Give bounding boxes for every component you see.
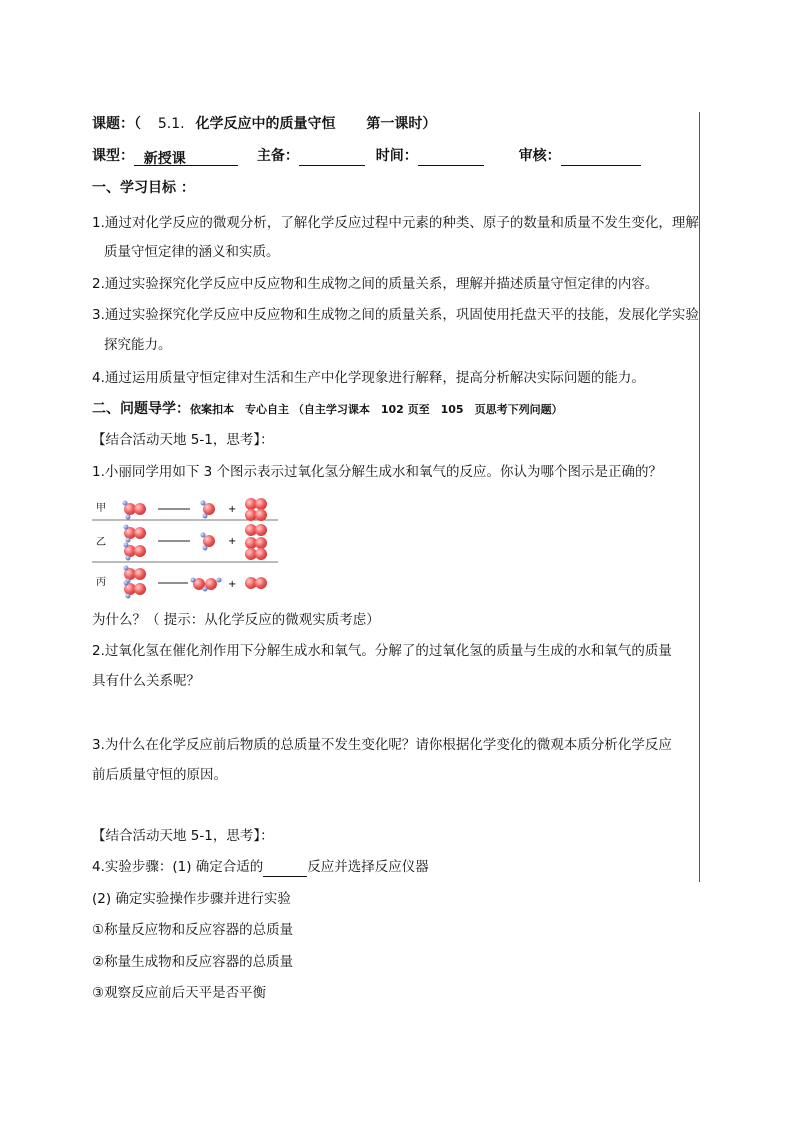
figure-label-yi: 乙 <box>96 537 106 548</box>
oxygen-atom <box>255 509 267 521</box>
oxygen-atom <box>255 537 267 549</box>
author-field <box>299 149 365 166</box>
step-2: (2) 确定实验操作步骤并进行实验 <box>92 891 291 907</box>
question-4-blank <box>263 860 307 877</box>
type-value: 新授课 <box>143 151 186 167</box>
oxygen-atom <box>134 503 146 515</box>
oxygen-atom <box>134 527 146 539</box>
type-field <box>134 149 238 166</box>
hydrogen-atom <box>201 533 206 538</box>
objective-3-line-1: 3.通过实验探究化学反应中反应物和生成物之间的质量关系，巩固使用托盘天平的技能，发展化学实验 <box>92 307 699 323</box>
oxygen-atom <box>203 535 215 547</box>
step-item-2: ②称量生成物和反应容器的总质量 <box>92 954 294 970</box>
molecule-diagram <box>92 493 282 599</box>
plus-sign: + <box>228 536 237 547</box>
objective-4: 4.通过运用质量守恒定律对生活和生产中化学现象进行解释，提高分析解决实际问题的能力。 <box>92 370 645 386</box>
oxygen-atom <box>255 524 267 536</box>
title-main: 化学反应中的质量守恒 <box>195 116 336 132</box>
question-4-prefix: 4.实验步骤：(1) 确定合适的 <box>92 859 264 875</box>
hydrogen-atom <box>123 501 128 506</box>
question-2-line-2: 具有什么关系呢？ <box>92 673 200 689</box>
objective-2: 2.通过实验探究化学反应中反应物和生成物之间的质量关系，理解并描述质量守恒定律的内容。 <box>92 276 659 292</box>
objective-1-line-1: 1.通过对化学反应的微观分析，了解化学反应过程中元素的种类、原子的数量和质量不发生变化，理解 <box>92 215 699 231</box>
hydrogen-atom <box>201 501 206 506</box>
row-yi <box>124 524 268 561</box>
questions-note: 依案扣本 专心自主 （自主学习课本 102 页至 105 页思考下列问题） <box>190 403 563 416</box>
hydrogen-atom <box>124 543 129 548</box>
hydrogen-atom <box>203 587 208 592</box>
figure-label-jia: 甲 <box>96 503 106 514</box>
oxygen-atom <box>255 498 267 510</box>
oxygen-atom <box>255 548 267 560</box>
row-jia <box>123 498 268 521</box>
oxygen-atom <box>134 583 146 595</box>
objective-3-line-2: 探究能力。 <box>104 337 172 353</box>
hydrogen-atom <box>126 515 131 520</box>
hydrogen-atom <box>203 546 208 551</box>
type-label: 课型： <box>92 148 134 164</box>
lesson-meta <box>92 146 641 166</box>
section-heading-objectives: 一、学习目标 ： <box>92 180 195 196</box>
question-1-why: 为什么？（ 提示：从化学反应的微观实质考虑） <box>92 612 380 628</box>
step-item-3: ③观察反应前后天平是否平衡 <box>92 985 267 1001</box>
review-field <box>561 149 641 166</box>
activity-label-1: 【结合活动天地 5-1，思考】： <box>92 432 274 448</box>
oxygen-atom <box>134 545 146 557</box>
row-bing <box>124 566 268 599</box>
title-prefix: 课题：（ <box>92 116 141 132</box>
activity-label-2: 【结合活动天地 5-1，思考】： <box>92 828 274 844</box>
hydrogen-atom <box>217 578 222 583</box>
time-field <box>418 149 484 166</box>
plus-sign: + <box>228 504 237 515</box>
question-3-line-1: 3.为什么在化学反应前后物质的总质量不发生变化呢？请你根据化学变化的微观本质分析化学反应 <box>92 737 672 753</box>
margin-rule <box>699 112 700 882</box>
oxygen-atom <box>203 503 215 515</box>
questions-heading: 二、问题导学： <box>92 401 190 417</box>
question-4 <box>92 857 429 877</box>
section-heading-questions <box>92 399 563 420</box>
oxygen-atom <box>255 577 267 589</box>
question-4-suffix: 反应并选择反应仪器 <box>307 859 429 875</box>
question-2-line-1: 2.过氧化氢在催化剂作用下分解生成水和氧气。分解了的过氧化氢的质量与生成的水和氧气的质量 <box>92 643 672 659</box>
oxygen-atom <box>134 568 146 580</box>
title-suffix: 第一课时） <box>366 116 437 132</box>
title-section: 5.1. <box>157 116 185 132</box>
hydrogen-atom <box>191 578 196 583</box>
lesson-title <box>92 114 436 134</box>
question-3-line-2: 前后质量守恒的原因。 <box>92 767 227 783</box>
hydrogen-atom <box>203 514 208 519</box>
question-1: 1.小丽同学用如下 3 个图示表示过氧化氢分解生成水和氧气的反应。你认为哪个图示是正确的？ <box>92 464 663 480</box>
time-label: 时间： <box>375 148 418 164</box>
objective-1-line-2: 质量守恒定律的涵义和实质。 <box>104 244 280 260</box>
hydrogen-atom <box>126 556 131 561</box>
review-label: 审核： <box>518 148 561 164</box>
hydrogen-atom <box>126 594 131 599</box>
figure-label-bing: 丙 <box>96 577 106 588</box>
author-label: 主备： <box>256 148 299 164</box>
step-item-1: ①称量反应物和反应容器的总质量 <box>92 922 294 938</box>
hydrogen-atom <box>124 525 129 530</box>
hydrogen-atom <box>124 581 129 586</box>
hydrogen-atom <box>126 538 131 543</box>
plus-sign: + <box>228 579 237 590</box>
hydrogen-atom <box>124 566 129 571</box>
